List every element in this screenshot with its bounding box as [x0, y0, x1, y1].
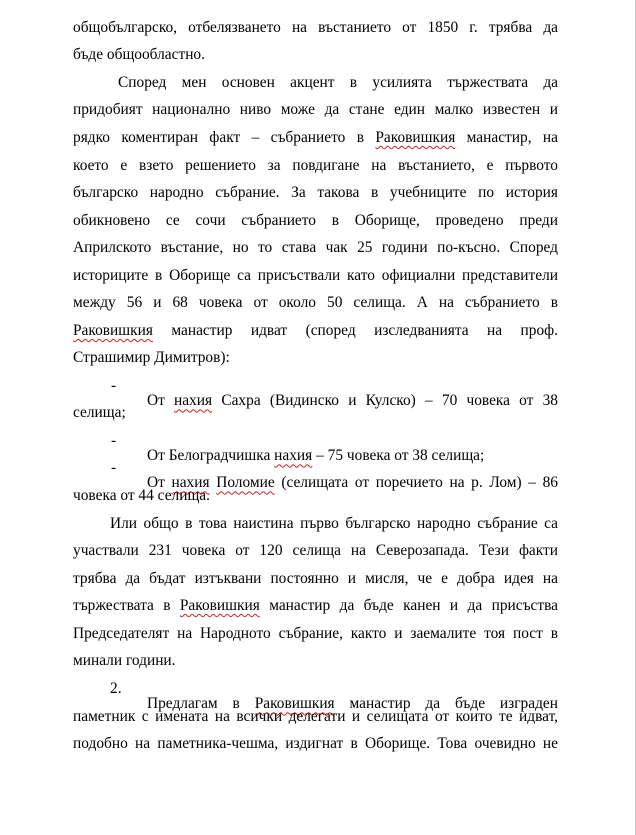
- list-dash: -: [111, 459, 117, 476]
- text-line: Според мен основен акцент в усилията тържествата да: [118, 74, 558, 91]
- spellcheck-word: нахия: [174, 392, 213, 410]
- text-line: подобно на паметника-чешма, издигнат в Оборище. Това очевидно не: [73, 735, 558, 752]
- text-line: минали години.: [73, 652, 176, 669]
- list-item: От нахия Сахра (Видинско и Кулско) – 70 човека от 38: [147, 392, 558, 410]
- text-line: човека от 44 селища.: [73, 487, 210, 504]
- text-line: придобият национално ниво може да стане един малко известен и: [73, 101, 558, 118]
- list-number: 2.: [110, 680, 122, 697]
- text-line: общобългарско, отбелязването на въстанието от 1850 г. трябва да: [73, 19, 558, 36]
- list-item: Предлагам в Раковишкия манастир да бъде изграден: [147, 695, 558, 713]
- text-line: бъде общообластно.: [73, 46, 205, 63]
- spellcheck-word: Раковишкия: [179, 597, 260, 614]
- spellcheck-word: нахия: [171, 474, 210, 492]
- text-line: обикновено се сочи събранието в Оборище, проведено преди: [73, 212, 558, 229]
- spellcheck-word: нахия: [274, 447, 313, 465]
- spellcheck-word: Раковишкия: [254, 695, 335, 713]
- list-dash: -: [111, 377, 117, 394]
- text-line: историците в Оборище са присъствали като официални представители: [73, 267, 558, 284]
- text-line: трябва да бъдат изтъквани постоянно и мисля, че е добра идея на: [73, 570, 558, 587]
- text-line: тържествата в Раковишкия манастир да бъде канен и да присъства: [73, 597, 558, 614]
- text-line: Априлското въстание, но то става чак 25 години по-късно. Според: [73, 239, 558, 256]
- list-item: От Белоградчишка нахия – 75 човека от 38 селища;: [147, 447, 485, 465]
- text-line: участвали 231 човека от 120 селища на Северозапада. Тези факти: [73, 542, 558, 559]
- spellcheck-word: Поломие: [216, 474, 275, 492]
- spellcheck-word: Раковишкия: [73, 322, 153, 339]
- text-line: Страшимир Димитров):: [73, 349, 230, 366]
- spellcheck-word: Раковишкия: [375, 129, 456, 146]
- text-line: между 56 и 68 човека от около 50 селища. А на събранието в: [73, 294, 558, 311]
- list-item: От нахия Поломие (селищата от поречието на р. Лом) – 86: [147, 474, 558, 492]
- list-dash: -: [111, 432, 117, 449]
- text-line: българско народно събрание. За такова в учебниците по история: [73, 184, 558, 201]
- text-line: паметник с имената на всички делегати и селищата от които те идват,: [73, 708, 558, 725]
- text-line: Или общо в това наистина първо българско народно събрание са: [110, 515, 558, 532]
- text-line: Председателят на Народното събрание, както и заемалите тоя пост в: [73, 625, 558, 642]
- text-line: селища;: [73, 404, 126, 421]
- text-line: което е взето решението за повдигане на въстанието, е първото: [73, 157, 558, 174]
- text-line: Раковишкия манастир идват (според изследванията на проф.: [73, 322, 558, 339]
- text-line: рядко коментиран факт – събранието в Раковишкия манастир, на: [73, 129, 558, 146]
